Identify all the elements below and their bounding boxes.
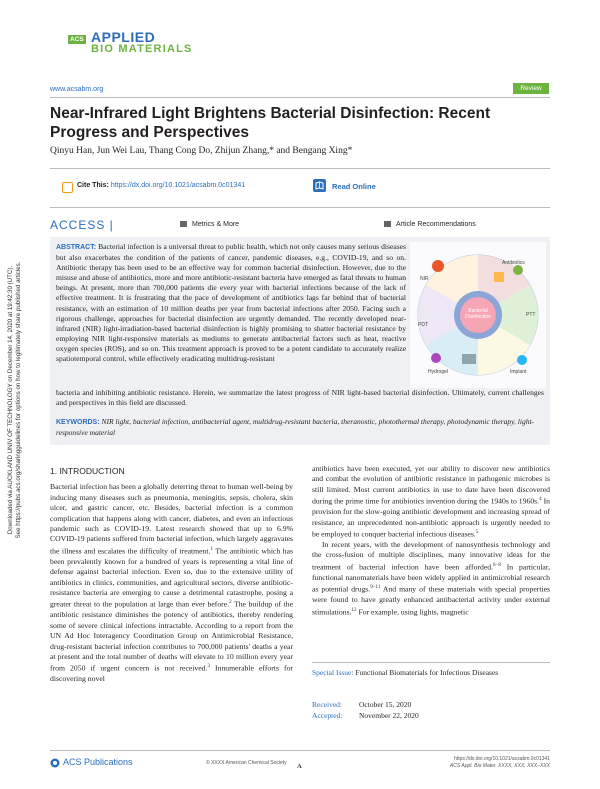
body-column-2 <box>312 464 550 618</box>
recommendations-label: Article Recommendations <box>396 221 476 228</box>
citation-ref[interactable]: 6−8 <box>493 562 501 568</box>
intro-text: Bacterial infection has been a globally deterring threat to human well-being by inducing many diseases such as pneumonia, meningitis, sepsis, cholera, skin ulcer, and gastric cancer, etc. Besides, bacterial infection is a common complication that happens along with cancer, diabetes, and even an infectious pandemic such as COVID-19. Latest research showed that up to 6.9% COVID-19 patients suffered from bacterial infection, which largely aggravates the illness and escalates the difficulty of treatment. <box>50 482 293 556</box>
footer-doi-link[interactable]: https://dx.doi.org/10.1021/acsabm.0c01341 <box>454 756 550 762</box>
download-notice-line2: See https://pubs.acs.org/sharingguidelines for options on how to legitimately share published articles. <box>15 261 22 539</box>
access-label: ACCESS | <box>50 218 114 232</box>
metrics-link[interactable] <box>180 221 239 228</box>
cite-label: Cite This: <box>77 182 109 189</box>
keywords-label: KEYWORDS: <box>56 419 100 426</box>
article-dates <box>312 699 419 721</box>
read-online-icon[interactable] <box>313 179 326 192</box>
intro-text: In particular, functional nanomaterials have been widely applied in antimicrobial research as potential drugs. <box>312 562 551 594</box>
article-type-badge: Review <box>513 83 549 94</box>
meta-divider <box>312 662 550 663</box>
received-row <box>312 699 419 710</box>
read-online-button[interactable]: Read Online <box>332 182 376 191</box>
abstract-label: ABSTRACT: <box>56 244 97 251</box>
intro-text: The antibiotic which has been prevalently known for a hundred of years is representing a vital line of defense against bacterial infection. Even so, due to the extensive utility of antibiotics in clinics, communities, and agricultural sectors, diverse antibiotic-resistance bacteria are emerging to cause a detrimental catastrophe, posing a greater threat to the population at large than ever before. <box>50 546 293 609</box>
accepted-label: Accepted: <box>312 711 343 720</box>
journal-name-line1: APPLIED <box>91 29 156 45</box>
intro-text: In provision for the slow-going antibiotic development and increasing spread of resistance, an unprecedented non-antibiotic approach is urgently needed to be employed to conquer bacterial infectious diseases. <box>312 496 551 539</box>
intro-text: For example, using lights, magnetic <box>356 607 469 617</box>
citation-ref[interactable]: 5 <box>475 530 479 535</box>
acs-logo-icon <box>50 758 60 768</box>
toc-graphic <box>410 242 546 388</box>
abstract-box <box>50 237 550 445</box>
access-row <box>50 218 550 232</box>
journal-site-link[interactable]: www.acsabm.org <box>50 86 104 93</box>
citation-ref[interactable]: 4 <box>539 497 542 503</box>
special-issue <box>312 668 550 678</box>
cite-this[interactable] <box>77 182 245 189</box>
acs-badge: ACS <box>70 36 84 43</box>
received-date: October 15, 2020 <box>359 700 412 709</box>
publisher-name: ACS Publications <box>63 757 133 767</box>
bar-chart-icon <box>180 221 187 227</box>
received-label: Received: <box>312 700 342 709</box>
cite-icon <box>62 182 73 193</box>
special-issue-name: Functional Biomaterials for Infectious Diseases <box>355 668 499 677</box>
keywords <box>56 417 544 438</box>
download-notice-line1: Downloaded via AUCKLAND UNIV OF TECHNOLOGY on December 14, 2020 at 19:42:30 (UTC). <box>7 265 14 535</box>
copyright: © XXXX American Chemical Society <box>206 760 287 766</box>
recommendations-link[interactable] <box>384 221 476 228</box>
accepted-date: November 22, 2020 <box>359 711 419 720</box>
toc-label-antibiotics: Antibiotics <box>502 260 525 266</box>
citation-ref[interactable]: 9−11 <box>370 585 381 591</box>
citation-ref[interactable]: 1 <box>210 546 213 552</box>
citation-ref[interactable]: 2 <box>229 600 232 606</box>
footer-divider <box>50 750 550 751</box>
toc-label-ptt: PTT <box>526 312 536 318</box>
citation-ref[interactable]: 12 <box>351 607 357 613</box>
body-column-1 <box>50 466 293 685</box>
citation-ref[interactable]: 3 <box>207 664 210 670</box>
download-notice <box>2 210 28 590</box>
intro-text: Innumerable efforts for discovering novel <box>50 664 293 684</box>
header-divider <box>50 97 550 98</box>
acs-publications-logo[interactable] <box>50 757 133 768</box>
intro-text: The buildup of the antibiotic resistance diminishes the potency of antibiotics, thereby rendering some of severe clinical infections intractable. According to a report from the UN Ad Hoc Interagency Coordination Group on Antimicrobial Resistance, drug-resistant bacterial infection contributes to 700,000 patients' deaths a year at present and the total number of deaths will elevate to 10 million every year from 2050 if urgent concern is not received. <box>50 600 293 673</box>
toc-label-hydrogel: Hydrogel <box>428 369 449 375</box>
keywords-list: NIR light, bacterial infection, antibacterial agent, multidrug-resistant bacteria, theranostic, photothermal therapy, photodynamic therapy, light-responsive material <box>56 417 535 437</box>
cite-row <box>50 176 550 200</box>
divider <box>50 207 550 208</box>
accepted-row <box>312 710 419 721</box>
intro-paragraph-1-cont <box>312 464 550 540</box>
footer-citation: ACS Appl. Bio Mater. XXXX, XXX, XXX−XXX <box>449 763 550 769</box>
author-list: Qinyu Han, Jun Wei Lau, Thang Cong Do, Zhijun Zhang,* and Bengang Xing* <box>50 146 353 156</box>
abstract-part2: bacteria and inhibiting antibiotic resistance. Herein, we summarize the latest progress of NIR light-based bacterial disinfection. Ultimately, current challenges and perspectives in this field are discussed. <box>56 388 544 408</box>
toc-label-implant: Implant <box>510 369 527 375</box>
special-issue-label: Special Issue: <box>312 668 354 677</box>
abstract-part1: Bacterial infection is a universal threat to public health, which not only causes many serious diseases but also exacerbates the condition of the patients of cancer, pandemic diseases, e.g., COVID-19, and so on. Antibiotic therapy has been used to be an effective way for common bacterial disinfection. However, due to the misuse and abuse of antibiotics, more and more antibiotic-resistant bacteria have emerged as fatal threats to human beings. At present, more than 700,000 patients die every year with bacterial infections because of the lack of effective treatment. It is frustrating that the pace of development of antibiotics lags far behind that of bacterial resistance, with an estimation of 10 million deaths per year from bacterial infections after 2050. Facing such a rigorous challenge, approaches for bacterial disinfection are urgently demanded. The recently developed near-infrared (NIR) light-irradiation-based bacterial disinfection is highly promising to shatter bacterial resistance by employing NIR light-responsive materials as mediums to generate antibacterial factors such as heat, reactive oxygen species (ROS), and so on. This treatment approach is proved to be a potent candidate to accurately realize spatiotemporal control, while effectively eradicating multidrug-resistant <box>56 242 406 364</box>
intro-text: In recent years, with the development of nanosynthesis technology and the cross-fusion of multiple disciplines, many innovative ideas for the treatment of bacterial infection have been afforded. <box>312 539 550 572</box>
intro-text: And many of these materials with special properties were found to have greatly enhanced antibacterial activity under external stimulations. <box>312 584 550 617</box>
toc-label-nir: NIR <box>420 276 429 282</box>
article-title: Near-Infrared Light Brightens Bacterial Disinfection: Recent Progress and Perspectives <box>50 105 491 141</box>
metrics-label: Metrics & More <box>192 221 240 228</box>
doi-link[interactable]: https://dx.doi.org/10.1021/acsabm.0c01341 <box>110 182 246 189</box>
intro-paragraph-2 <box>312 540 550 618</box>
abstract-text <box>56 242 406 364</box>
journal-name-line2: BIO MATERIALS <box>91 43 193 55</box>
page-number: A <box>297 763 302 770</box>
footer-doi <box>430 756 550 770</box>
intro-text: antibiotics have been executed, yet our ability to discover new antibiotics and combat the evolution of antibiotic resistance in pathogenic microbes is still limited. Most current antibiotics in use to date have been discovered during the prime time for antibiotics invention during the 1940s to 1960s. <box>312 464 550 506</box>
section-heading: 1. INTRODUCTION <box>50 466 125 476</box>
toc-center-label: Bacterial Disinfection <box>465 308 491 320</box>
toc-label-pdt: PDT <box>418 322 428 328</box>
divider <box>50 168 550 169</box>
intro-paragraph-1 <box>50 482 293 684</box>
document-icon <box>384 221 391 227</box>
